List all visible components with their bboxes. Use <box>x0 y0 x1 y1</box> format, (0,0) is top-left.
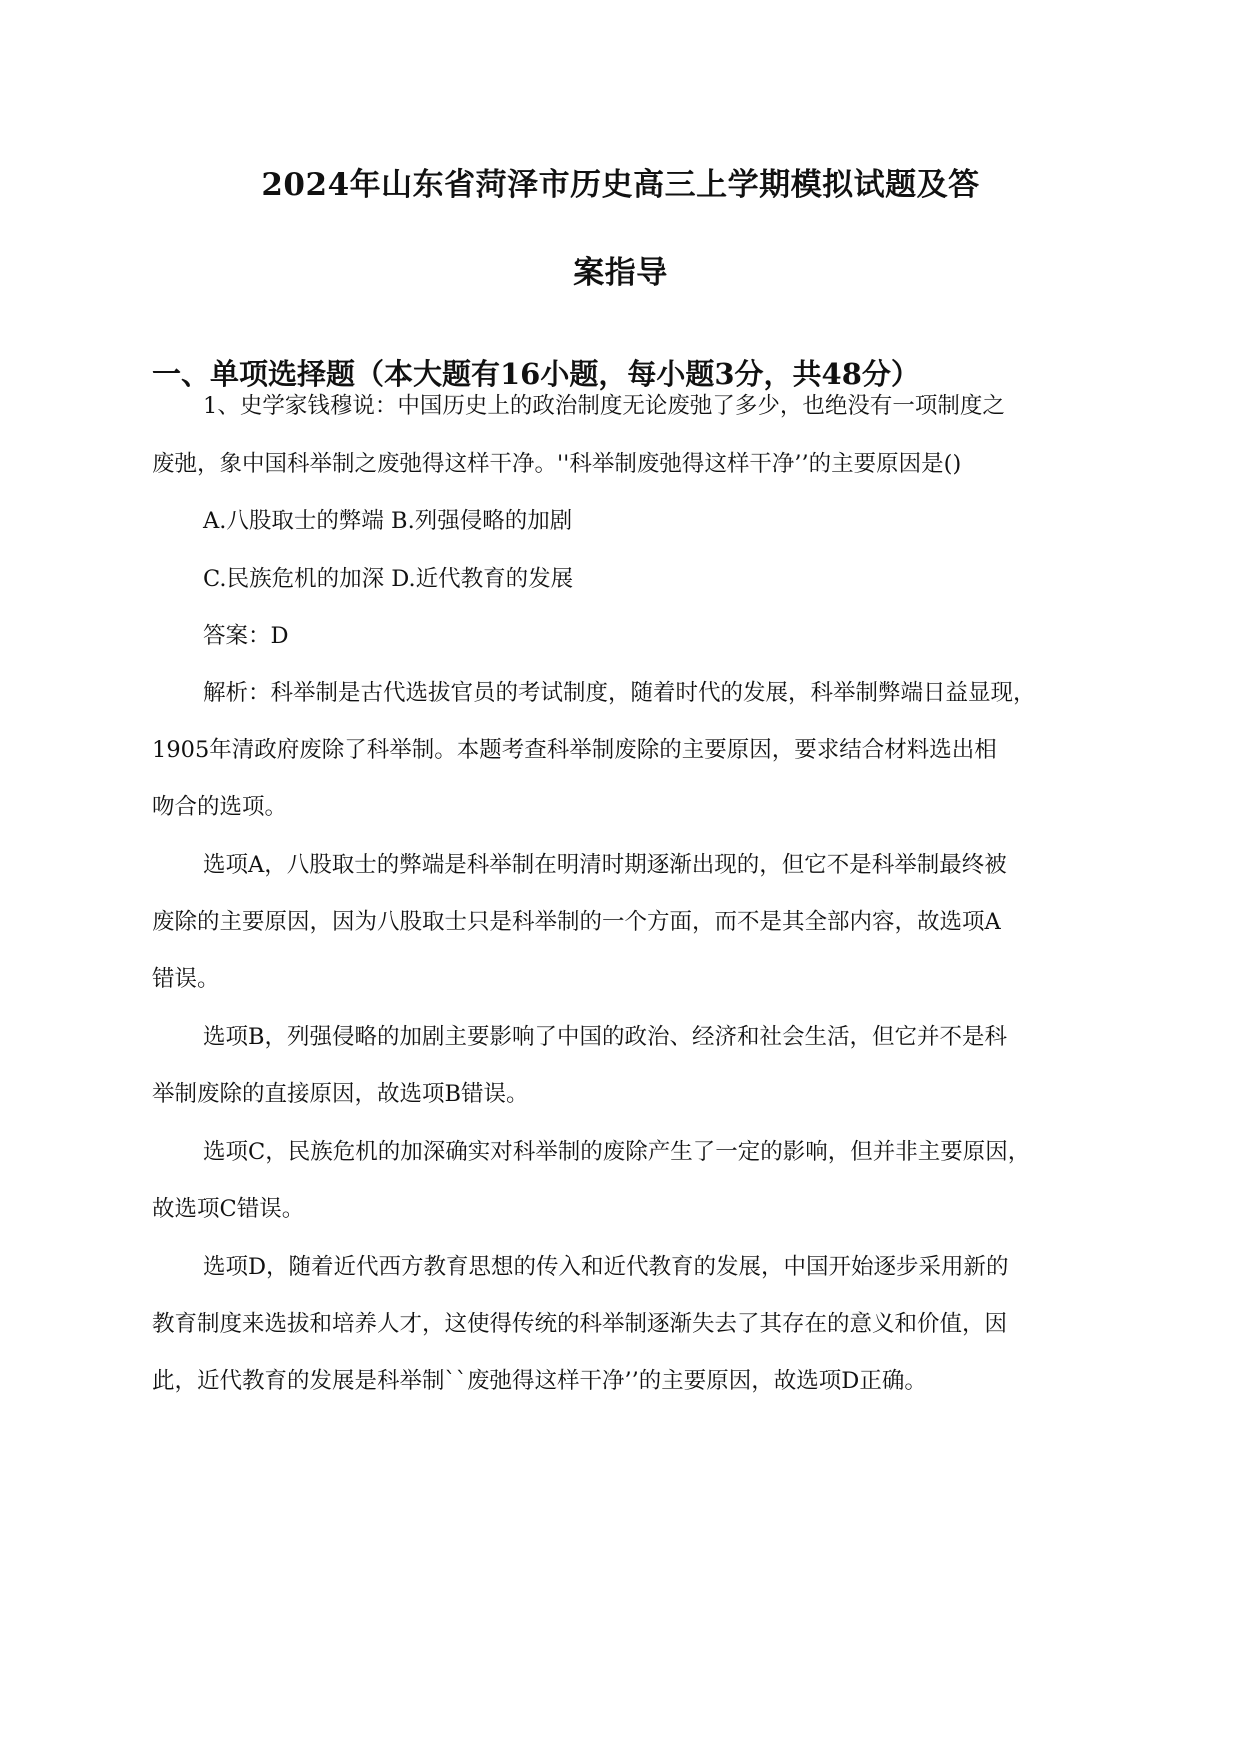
option-d-analysis-line-3: 此，近代教育的发展是科举制``废弛得这样干净’’的主要原因，故选项D正确。 <box>152 1368 927 1394</box>
options-line-1: A.八股取士的弊端 B.列强侵略的加剧 <box>203 508 573 534</box>
option-a-analysis-line-2: 废除的主要原因，因为八股取士只是科举制的一个方面，而不是其全部内容，故选项A <box>152 909 1001 935</box>
option-c-analysis-line-1: 选项C，民族危机的加深确实对科举制的废除产生了一定的影响，但并非主要原因， <box>203 1139 1031 1165</box>
section-heading: 一、单项选择题（本大题有16小题，每小题3分，共48分） <box>152 357 920 391</box>
option-a-analysis-line-3: 错误。 <box>152 966 220 992</box>
options-line-2: C.民族危机的加深 D.近代教育的发展 <box>203 566 574 592</box>
option-d-analysis-line-1: 选项D，随着近代西方教育思想的传入和近代教育的发展，中国开始逐步采用新的 <box>203 1254 1009 1280</box>
analysis-line-3: 吻合的选项。 <box>152 794 288 820</box>
question-stem-line-2: 废弛，象中国科举制之废弛得这样干净。''科举制废弛得这样干净’’的主要原因是() <box>152 451 962 477</box>
option-b-analysis-line-1: 选项B，列强侵略的加剧主要影响了中国的政治、经济和社会生活，但它并不是科 <box>203 1024 1008 1050</box>
question-stem-line-1: 1、史学家钱穆说：中国历史上的政治制度无论废弛了多少，也绝没有一项制度之 <box>203 393 1005 419</box>
answer-line: 答案：D <box>203 623 289 649</box>
document-title-line-1: 2024年山东省菏泽市历史高三上学期模拟试题及答 <box>261 167 980 203</box>
analysis-line-2: 1905年清政府废除了科举制。本题考查科举制废除的主要原因，要求结合材料选出相 <box>152 737 997 763</box>
document-title-line-2: 案指导 <box>573 255 668 291</box>
option-c-analysis-line-2: 故选项C错误。 <box>152 1196 305 1222</box>
analysis-line-1: 解析：科举制是古代选拔官员的考试制度，随着时代的发展，科举制弊端日益显现， <box>203 680 1036 706</box>
option-a-analysis-line-1: 选项A，八股取士的弊端是科举制在明清时期逐渐出现的，但它不是科举制最终被 <box>203 852 1007 878</box>
option-d-analysis-line-2: 教育制度来选拔和培养人才，这使得传统的科举制逐渐失去了其存在的意义和价值，因 <box>152 1311 1008 1337</box>
option-b-analysis-line-2: 举制废除的直接原因，故选项B错误。 <box>152 1081 529 1107</box>
